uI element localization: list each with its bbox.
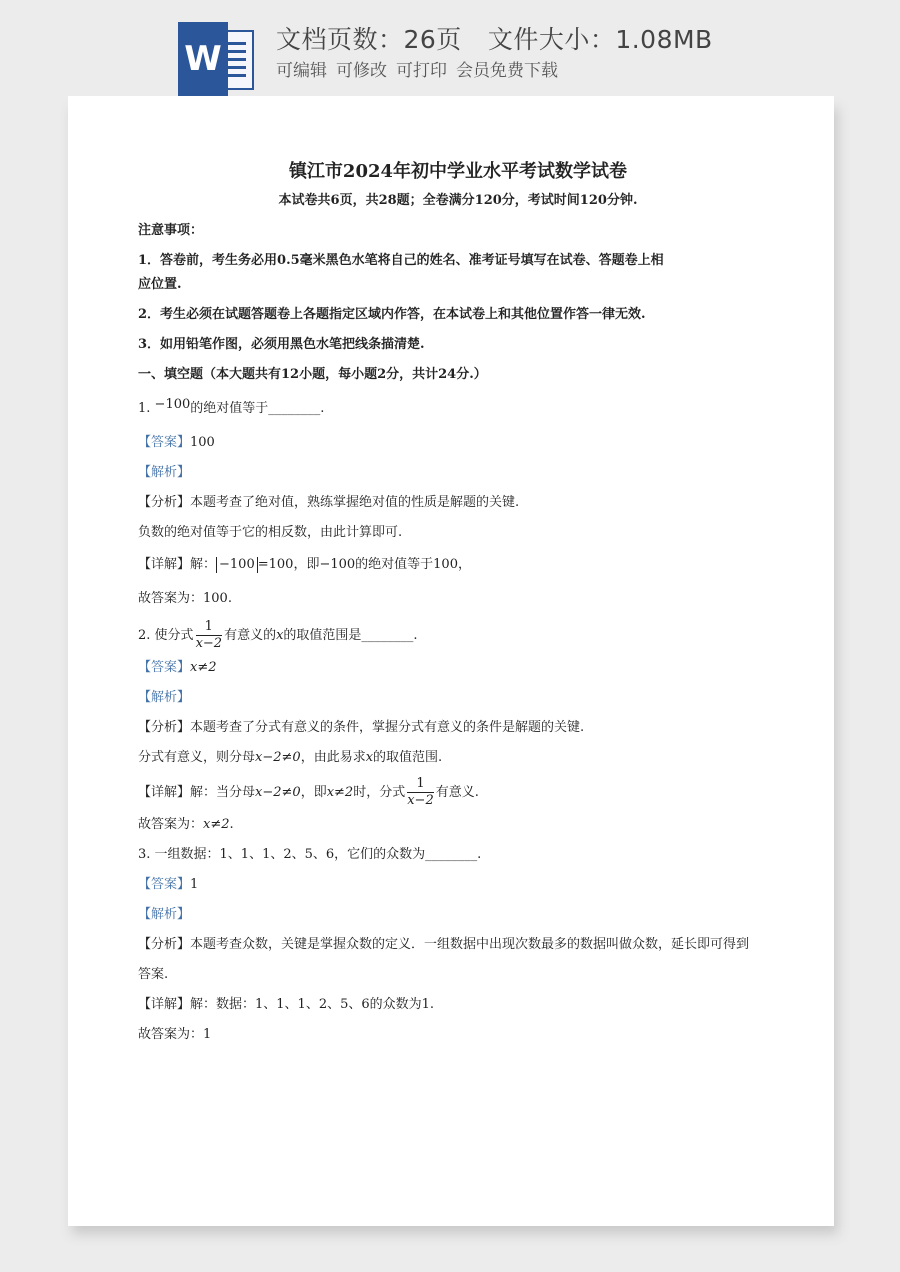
answer-2: 【答案】x≠2 [138,660,217,675]
feature-printable: 可打印 [396,61,447,81]
feature-member-download: 会员免费下载 [456,61,558,81]
analysis-3-cont: 答案. [138,967,169,982]
answer-3: 【答案】1 [138,877,199,892]
question-1: 1. −100的绝对值等于________. [138,397,325,416]
notice-1-cont: 应位置. [138,277,182,292]
question-3: 3. 一组数据：1、1、1、2、5、6，它们的众数为________. [138,847,482,862]
analysis-1-line2: 负数的绝对值等于它的相反数，由此计算即可. [138,525,403,540]
feature-list [276,56,558,81]
word-doc-icon [178,22,258,96]
feature-modifiable: 可修改 [336,61,387,81]
file-meta [276,20,713,56]
notice-1: 1．答卷前，考生务必用0.5毫米黑色水笔将自己的姓名、准考证号填写在试卷、答题卷上相 [138,253,664,268]
analysis-2-line2: 分式有意义，则分母x−2≠0，由此易求x的取值范围. [138,750,443,765]
analysis-3: 【分析】本题考查众数，关键是掌握众数的定义．一组数据中出现次数最多的数据叫做众数，延长即可得到 [138,937,750,952]
analysis-1: 【分析】本题考查了绝对值，熟练掌握绝对值的性质是解题的关键. [138,495,520,510]
document-content [138,162,778,1045]
notice-2: 2．考生必须在试题答题卷上各题指定区域内作答，在本试卷上和其他位置作答一律无效. [138,307,646,322]
header-banner [0,0,900,100]
word-letter: W [178,22,228,96]
analysis-tag-1: 【解析】 [138,465,191,480]
document-page [68,96,834,1226]
final-3: 故答案为：1 [138,1027,212,1042]
notice-3: 3．如用铅笔作图，必须用黑色水笔把线条描清楚. [138,337,425,352]
final-1: 故答案为：100. [138,591,232,606]
fraction: $\frac{1}{x-2}$ [195,619,223,651]
section-heading: 一、填空题（本大题共有12小题，每小题2分，共计24分.） [138,367,487,382]
analysis-tag-3: 【解析】 [138,907,191,922]
answer-1: 【答案】100 [138,435,215,450]
file-size: 文件大小：1.08MB [487,25,713,54]
analysis-tag-2: 【解析】 [138,690,191,705]
solution-1: 【详解】解： −100 =100，即−100的绝对值等于100， [138,557,471,572]
solution-3: 【详解】解：数据：1、1、1、2、5、6的众数为1. [138,997,435,1012]
exam-subtitle: 本试卷共6页，共28题；全卷满分120分，考试时间120分钟. [278,193,638,208]
page-count: 文档页数：26页 [276,25,462,54]
exam-title: 镇江市2024年初中学业水平考试数学试卷 [288,161,628,182]
notice-heading: 注意事项： [138,223,204,238]
fraction: $\frac{1}{x-2}$ [407,776,434,808]
answer-tag: 【答案】 [138,435,191,450]
analysis-2: 【分析】本题考查了分式有意义的条件，掌握分式有意义的条件是解题的关键. [138,720,585,735]
final-2: 故答案为：x≠2. [138,817,234,832]
question-2: 2. 使分式 $\frac{1}{x-2}$ 有意义的x的取值范围是________. [138,619,418,651]
feature-editable: 可编辑 [276,61,327,81]
solution-2: 【详解】解：当分母x−2≠0，即x≠2时，分式 $\frac{1}{x-2}$ 有意义. [138,776,479,808]
abs-value: −100 [216,557,258,573]
